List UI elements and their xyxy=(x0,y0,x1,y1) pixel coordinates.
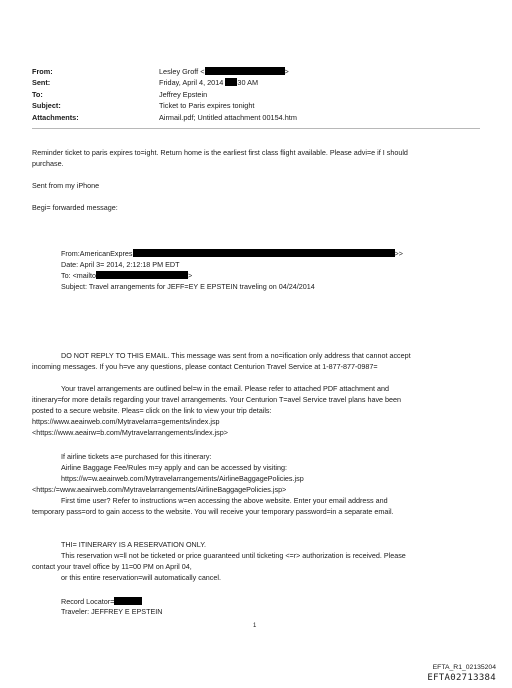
attachments-value: Airmail.pdf; Untitled attachment 00154.htm xyxy=(159,113,297,122)
traveler-line: Traveler: JEFFREY E EPSTEIN xyxy=(61,607,163,616)
from-label: From: xyxy=(32,67,53,76)
arrangements-link-2: <https://www.aeairw=b.com/Mytravelarrangements/index.jsp> xyxy=(32,428,228,437)
body-reminder-line-1: Reminder ticket to paris expires to=ight. Return home is the earliest first class flight available. Please advi=e if I should xyxy=(32,148,408,157)
redaction-bar xyxy=(205,67,285,75)
notice-line-2: incoming messages. If you h=ve any questions, please contact Centurion Travel Service at 1-877-877-0987= xyxy=(32,362,378,371)
page-number: 1 xyxy=(253,623,257,629)
sent-date: Friday, April 4, 2014 xyxy=(159,78,224,87)
body-begin-forwarded: Begi= forwarded message: xyxy=(32,203,118,212)
arrangements-line-1: Your travel arrangements are outlined bel=w in the email. Please refer to attached PDF attachment and xyxy=(61,384,389,393)
to-label: To: xyxy=(32,90,43,99)
reservation-line-3: contact your travel office by 11=00 PM on April 04, xyxy=(32,562,192,571)
record-locator-label: Record Locator= xyxy=(61,597,115,606)
body-sent-from: Sent from my iPhone xyxy=(32,181,100,190)
airline-line-2: Airline Baggage Fee/Rules m=y apply and can be accessed by visiting: xyxy=(61,463,287,472)
fwd-from-text: From:AmericanExpres xyxy=(61,249,133,258)
subject-label: Subject: xyxy=(32,101,61,110)
footer-bates-small: EFTA_R1_02135204 xyxy=(432,664,496,671)
fwd-to-tail: > xyxy=(187,271,193,280)
redaction-bar xyxy=(114,597,142,605)
airline-line-6: temporary pass=ord to gain access to the website. You will receive your temporary password=in a separate email. xyxy=(32,507,394,516)
from-tail: > xyxy=(284,67,289,76)
reservation-line-2: This reservation w=ll not be ticketed or price guaranteed until ticketing <=r> authorization is received. Please xyxy=(61,551,406,560)
fwd-date-line: Date: April 3= 2014, 2:12:18 PM EDT xyxy=(61,260,180,269)
reservation-line-1: THI= ITINERARY IS A RESERVATION ONLY. xyxy=(61,540,207,549)
header-divider xyxy=(32,128,480,129)
airline-link-1: https://w=w.aeairweb.com/Mytravelarrangements/AirlineBaggagePolicies.jsp xyxy=(61,474,304,483)
to-value: Jeffrey Epstein xyxy=(159,90,208,99)
record-locator-line xyxy=(61,597,142,606)
fwd-subject-line: Subject: Travel arrangements for JEFF=EY E EPSTEIN traveling on 04/24/2014 xyxy=(61,282,315,291)
notice-line-1: DO NOT REPLY TO THIS EMAIL. This message was sent from a no=ification only address that cannot accept xyxy=(61,351,411,360)
redaction-bar xyxy=(133,249,395,257)
arrangements-line-3: posted to a secure website. Pleas= click on the link to view your trip details: xyxy=(32,406,272,415)
footer-bates-large: EFTA02713384 xyxy=(427,673,496,683)
sent-value xyxy=(159,78,258,87)
from-name: Lesley Groff < xyxy=(159,67,205,76)
fwd-to-text: To: <mailto xyxy=(61,271,96,280)
redaction-bar xyxy=(96,271,188,279)
redaction-bar xyxy=(225,78,237,86)
fwd-from-tail: >> xyxy=(394,249,403,258)
airline-line-1: If airline tickets a=e purchased for this itinerary: xyxy=(61,452,212,461)
arrangements-line-2: itinerary=for more details regarding your travel arrangements. Your Centurion T=avel Service travel plans have been xyxy=(32,395,402,404)
body-reminder-line-2: purchase. xyxy=(32,159,64,168)
subject-value: Ticket to Paris expires tonight xyxy=(159,101,255,110)
fwd-to-line xyxy=(61,271,192,280)
attachments-label: Attachments: xyxy=(32,113,79,122)
airline-link-2: <https:/=www.aeairweb.com/Mytravelarrangements/AirlineBaggagePolicies.jsp> xyxy=(32,485,287,494)
sent-label: Sent: xyxy=(32,78,51,87)
arrangements-link-1: https://www.aeairweb.com/Mytravelarra=gements/index.jsp xyxy=(32,417,220,426)
fwd-from-line xyxy=(61,249,403,258)
reservation-line-4: or this entire reservation=will automatically cancel. xyxy=(61,573,221,582)
airline-line-5: First time user? Refer to instructions w=en accessing the above website. Enter your email address and xyxy=(61,496,388,505)
sent-time-tail: 30 AM xyxy=(237,78,259,87)
from-value xyxy=(159,67,289,76)
